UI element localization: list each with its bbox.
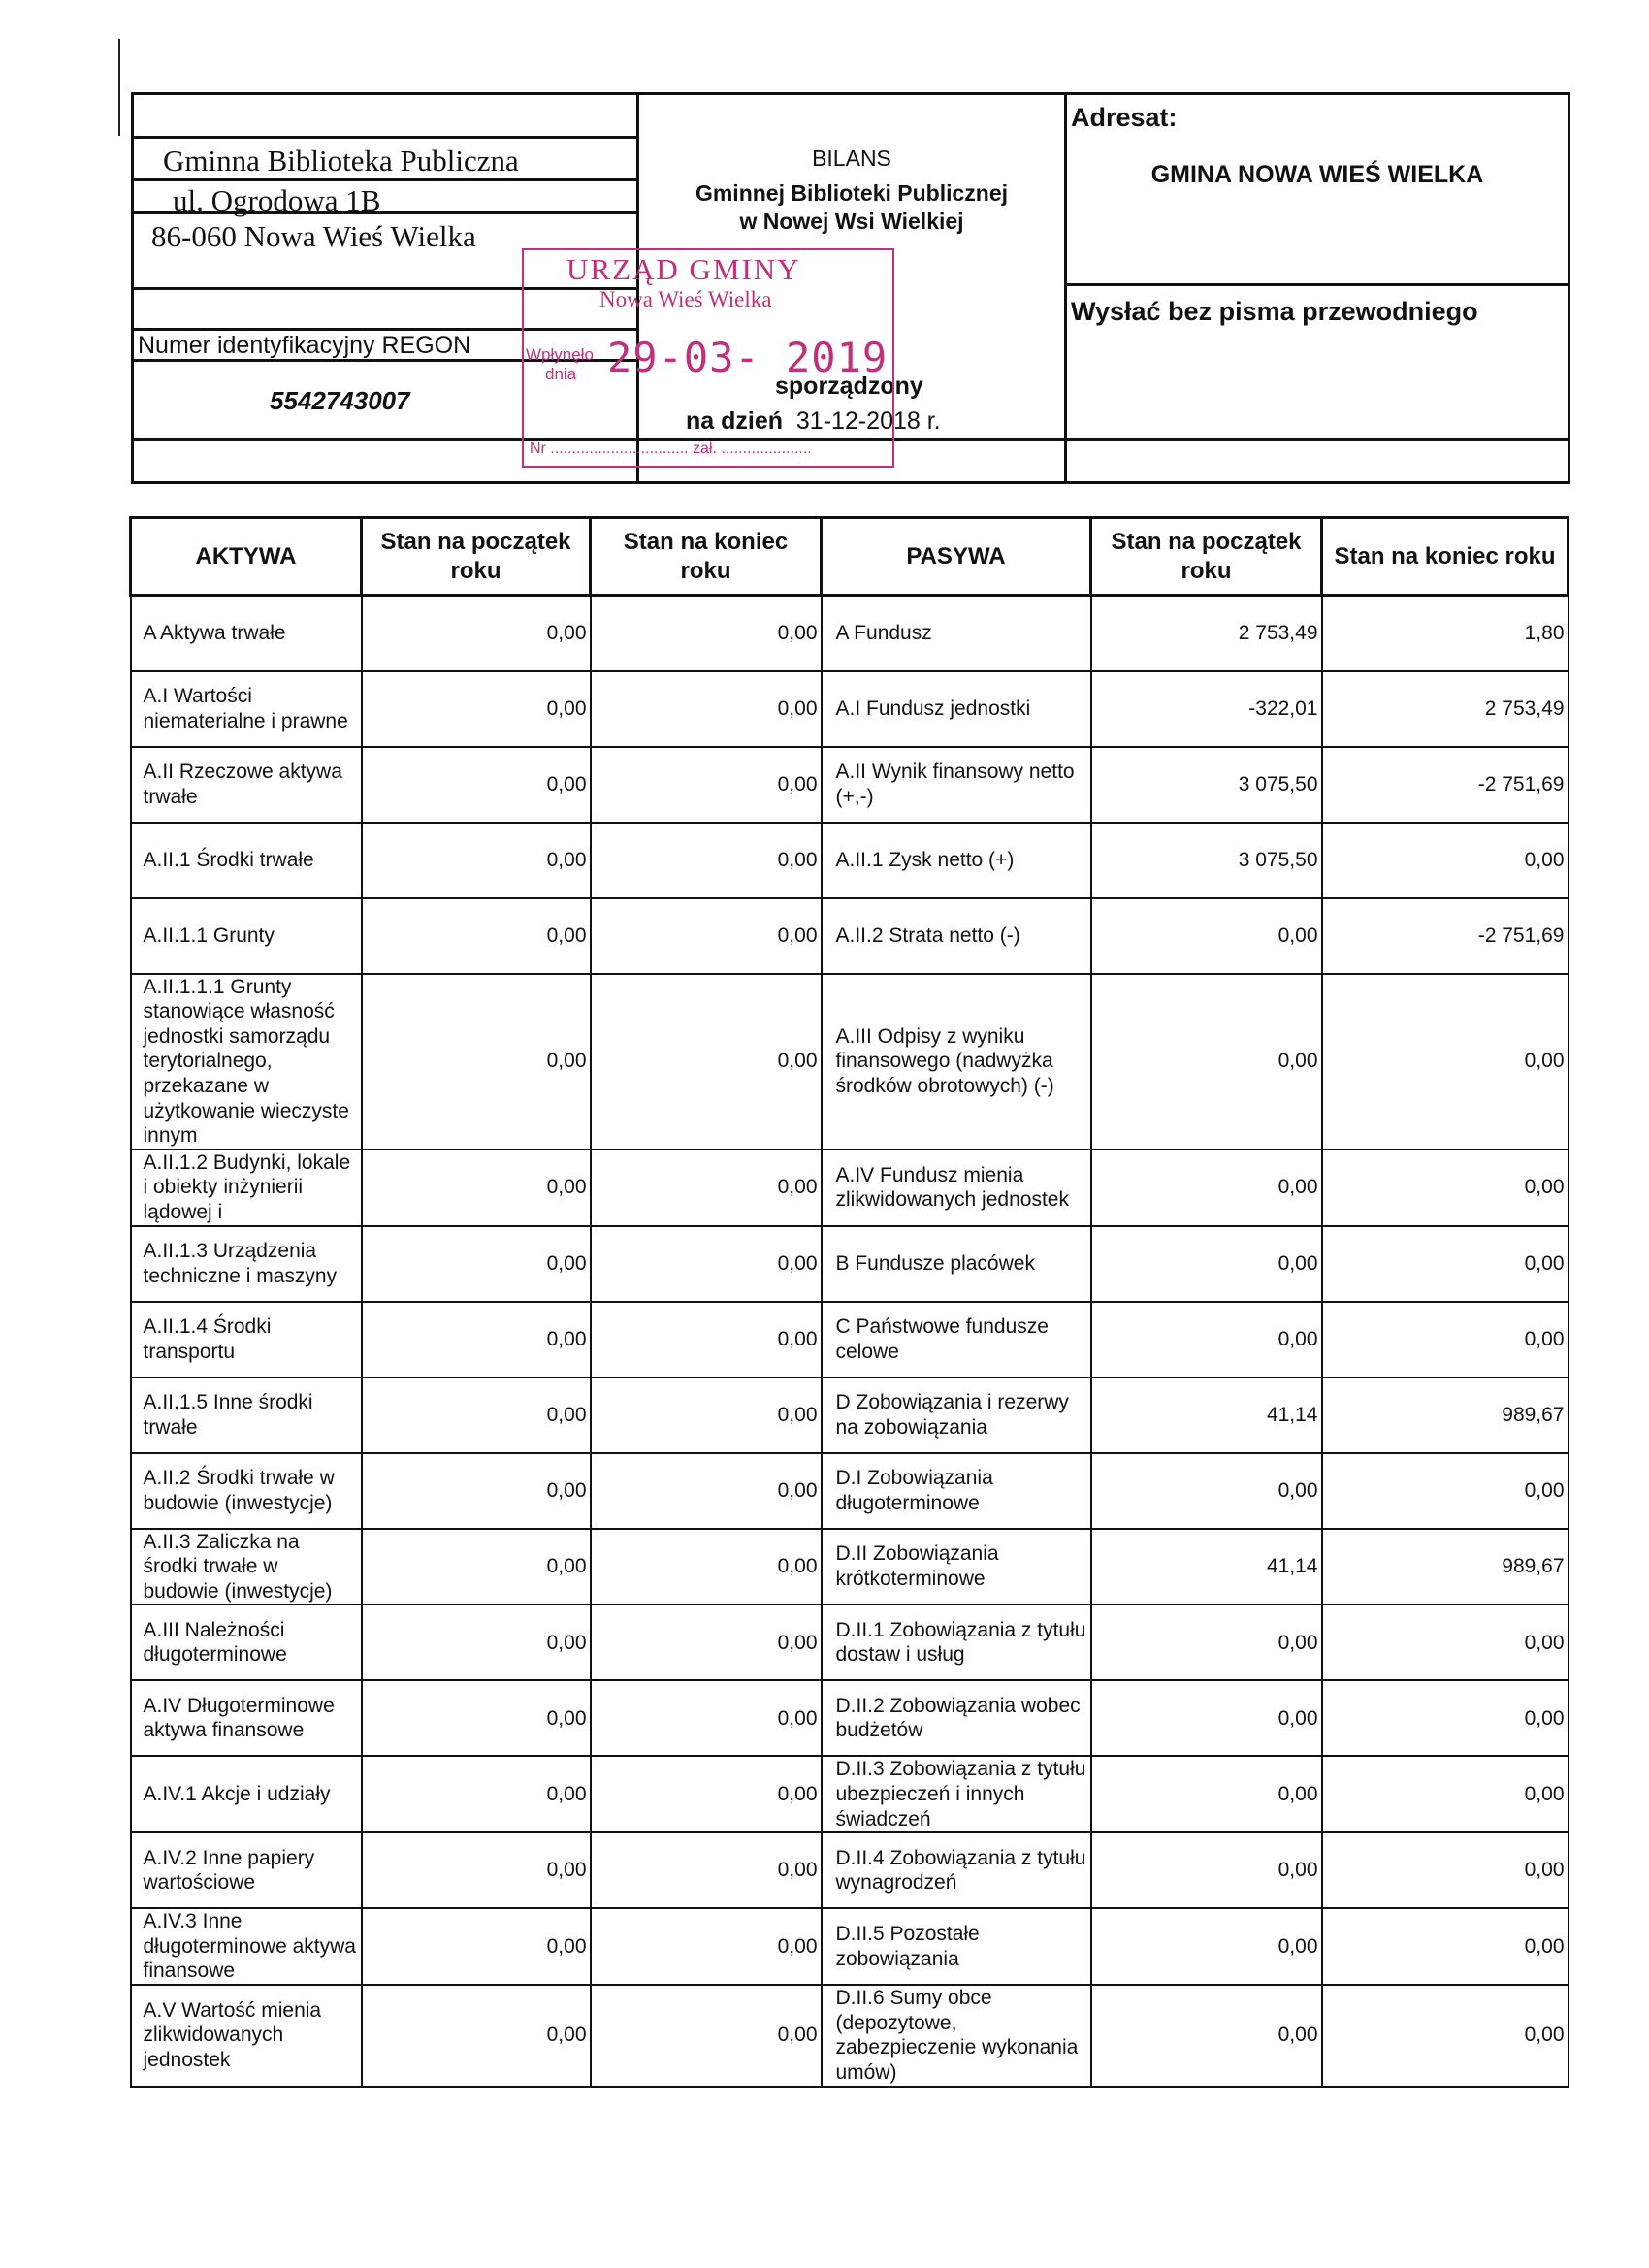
addressee-label: Adresat: [1071,103,1178,132]
liability-name: D.II.4 Zobowiązania z tytułu wynagrodzeń [822,1832,1091,1908]
liability-start-value: 0,00 [1091,1150,1322,1226]
asset-name: A.IV.1 Akcje i udziały [131,1756,362,1832]
table-row [131,823,1568,898]
liability-end-value: 2 753,49 [1322,671,1568,747]
asset-start-value: 0,00 [362,1832,591,1908]
liability-start-value: 0,00 [1091,1985,1322,2086]
stamp-town: Nowa Wieś Wielka [599,287,772,311]
table-row [131,1604,1568,1680]
liability-name: A.I Fundusz jednostki [822,671,1091,747]
asset-name: A.II.2 Środki trwałe w budowie (inwestycje) [131,1453,362,1529]
liability-name: D.I Zobowiązania długoterminowe [822,1453,1091,1529]
asset-name: A.IV.3 Inne długoterminowe aktywa finansowe [131,1908,362,1985]
liability-name: A.II Wynik finansowy netto (+,-) [822,747,1091,823]
asset-name: A Aktywa trwałe [131,596,362,671]
asset-start-value: 0,00 [362,1377,591,1453]
liability-name: B Fundusze placówek [822,1226,1091,1302]
cover-letter-note: Wysłać bez pisma przewodniego [1071,297,1478,326]
liability-start-value: 0,00 [1091,1302,1322,1377]
liability-start-value: 0,00 [1091,974,1322,1150]
asset-start-value: 0,00 [362,1226,591,1302]
addressee-box [1067,95,1568,481]
document-subtitle-1: Gminnej Biblioteki Publicznej [695,180,1009,206]
table-row [131,898,1568,974]
asset-start-value: 0,00 [362,1756,591,1832]
prepared-label: sporządzony [775,373,923,400]
asset-end-value: 0,00 [591,1150,822,1226]
table-row [131,1529,1568,1605]
table-row [131,1985,1568,2086]
asset-name: A.V Wartość mienia zlikwidowanych jednostek [131,1985,362,2086]
asset-end-value: 0,00 [591,1529,822,1605]
stamp-number: Nr ................................ zał. ..................... [530,440,812,457]
asset-start-value: 0,00 [362,1604,591,1680]
liability-name: A.III Odpisy z wyniku finansowego (nadwyżka środków obrotowych) (-) [822,974,1091,1150]
stamp-date: 29-03- 2019 [607,334,889,381]
asset-end-value: 0,00 [591,671,822,747]
asset-start-value: 0,00 [362,1453,591,1529]
table-row [131,974,1568,1150]
liability-start-value: 41,14 [1091,1377,1322,1453]
header-liabilities-start: Stan na początek roku [1091,518,1322,596]
header-assets-end: Stan na koniec roku [591,518,822,596]
asset-start-value: 0,00 [362,1302,591,1377]
table-row [131,747,1568,823]
asset-name: A.III Należności długoterminowe [131,1604,362,1680]
document-subtitle-2: w Nowej Wsi Wielkiej [739,209,964,234]
asset-end-value: 0,00 [591,1832,822,1908]
liability-name: D.II.5 Pozostałe zobowiązania [822,1908,1091,1985]
asset-start-value: 0,00 [362,823,591,898]
table-row [131,1302,1568,1377]
liability-name: D.II.6 Sumy obce (depozytowe, zabezpieczenie wykonania umów) [822,1985,1091,2086]
table-row [131,596,1568,671]
liability-end-value: 0,00 [1322,1985,1568,2086]
table-row [131,671,1568,747]
liability-name: A Fundusz [822,596,1091,671]
asset-name: A.II.1 Środki trwałe [131,823,362,898]
liability-name: D.II Zobowiązania krótkoterminowe [822,1529,1091,1605]
asset-name: A.IV Długoterminowe aktywa finansowe [131,1680,362,1756]
liability-start-value: 0,00 [1091,1604,1322,1680]
asset-end-value: 0,00 [591,1756,822,1832]
table-row [131,1832,1568,1908]
asset-end-value: 0,00 [591,1226,822,1302]
liability-name: A.IV Fundusz mienia zlikwidowanych jednostek [822,1150,1091,1226]
asset-end-value: 0,00 [591,974,822,1150]
asset-end-value: 0,00 [591,823,822,898]
liability-name: D Zobowiązania i rezerwy na zobowiązania [822,1377,1091,1453]
liability-end-value: 0,00 [1322,1756,1568,1832]
asset-end-value: 0,00 [591,747,822,823]
asset-name: A.IV.2 Inne papiery wartościowe [131,1832,362,1908]
liability-name: A.II.2 Strata netto (-) [822,898,1091,974]
received-stamp [522,248,894,468]
header-liabilities-end: Stan na koniec roku [1322,518,1568,596]
table-row [131,1756,1568,1832]
liability-end-value: -2 751,69 [1322,898,1568,974]
institution-city: 86-060 Nowa Wieś Wielka [151,219,476,253]
asset-end-value: 0,00 [591,1985,822,2086]
liability-end-value: 0,00 [1322,1680,1568,1756]
table-header-row [131,518,1568,596]
table-row [131,1680,1568,1756]
header-assets: AKTYWA [131,518,362,596]
liability-name: D.II.2 Zobowiązania wobec budżetów [822,1680,1091,1756]
scan-mark [118,39,120,136]
header-liabilities: PASYWA [822,518,1091,596]
table-row [131,1377,1568,1453]
asset-end-value: 0,00 [591,1604,822,1680]
asset-name: A.II.1.1.1 Grunty stanowiące własność jednostki samorządu terytorialnego, przekazane w użytkowanie wieczyste innym [131,974,362,1150]
asset-name: A.II.1.1 Grunty [131,898,362,974]
liability-end-value: 0,00 [1322,1302,1568,1377]
liability-end-value: 989,67 [1322,1529,1568,1605]
liability-start-value: 0,00 [1091,1908,1322,1985]
liability-end-value: 0,00 [1322,1226,1568,1302]
liability-start-value: 0,00 [1091,1680,1322,1756]
asset-end-value: 0,00 [591,596,822,671]
stamp-day-label: dnia [545,365,577,383]
liability-start-value: 0,00 [1091,1453,1322,1529]
asset-start-value: 0,00 [362,1680,591,1756]
liability-end-value: 0,00 [1322,1908,1568,1985]
addressee-name: GMINA NOWA WIEŚ WIELKA [1150,161,1484,188]
asset-start-value: 0,00 [362,747,591,823]
header-assets-start: Stan na początek roku [362,518,591,596]
asset-name: A.II.1.2 Budynki, lokale i obiekty inżynierii lądowej i [131,1150,362,1226]
liability-start-value: 0,00 [1091,1226,1322,1302]
asset-start-value: 0,00 [362,671,591,747]
asset-end-value: 0,00 [591,1453,822,1529]
liability-end-value: 0,00 [1322,1832,1568,1908]
asset-start-value: 0,00 [362,1908,591,1985]
asset-end-value: 0,00 [591,1302,822,1377]
asset-start-value: 0,00 [362,1529,591,1605]
asset-end-value: 0,00 [591,898,822,974]
regon-value: 5542743007 [270,386,410,415]
table-body [131,596,1568,2087]
table-row [131,1150,1568,1226]
document-title: BILANS [812,146,891,171]
as-of-date: na dzień 31-12-2018 r. [686,407,941,435]
liability-start-value: 0,00 [1091,1756,1322,1832]
balance-sheet-table [129,516,1569,2088]
liability-start-value: 0,00 [1091,1832,1322,1908]
asset-name: A.II.1.5 Inne środki trwałe [131,1377,362,1453]
liability-name: D.II.1 Zobowiązania z tytułu dostaw i usług [822,1604,1091,1680]
liability-end-value: 0,00 [1322,1453,1568,1529]
liability-name: A.II.1 Zysk netto (+) [822,823,1091,898]
liability-start-value: 0,00 [1091,898,1322,974]
asset-name: A.II.1.4 Środki transportu [131,1302,362,1377]
liability-end-value: 0,00 [1322,974,1568,1150]
asset-start-value: 0,00 [362,974,591,1150]
liability-end-value: 0,00 [1322,1150,1568,1226]
liability-start-value: 41,14 [1091,1529,1322,1605]
institution-name: Gminna Biblioteka Publiczna [163,144,519,178]
asset-end-value: 0,00 [591,1908,822,1985]
liability-end-value: -2 751,69 [1322,747,1568,823]
liability-end-value: 1,80 [1322,596,1568,671]
asset-start-value: 0,00 [362,596,591,671]
asset-start-value: 0,00 [362,1150,591,1226]
asset-name: A.II Rzeczowe aktywa trwałe [131,747,362,823]
liability-end-value: 989,67 [1322,1377,1568,1453]
liability-name: D.II.3 Zobowiązania z tytułu ubezpieczeń i innych świadczeń [822,1756,1091,1832]
institution-street: ul. Ogrodowa 1B [173,183,381,217]
table-row [131,1226,1568,1302]
asset-name: A.I Wartości niematerialne i prawne [131,671,362,747]
stamp-office: URZĄD GMINY [566,252,801,286]
asset-end-value: 0,00 [591,1377,822,1453]
liability-start-value: 2 753,49 [1091,596,1322,671]
liability-end-value: 0,00 [1322,1604,1568,1680]
stamp-received-label: Wpłynęło [526,345,594,364]
asset-end-value: 0,00 [591,1680,822,1756]
asset-start-value: 0,00 [362,898,591,974]
asset-start-value: 0,00 [362,1985,591,2086]
regon-label: Numer identyfikacyjny REGON [138,332,471,359]
liability-start-value: -322,01 [1091,671,1322,747]
asset-name: A.II.1.3 Urządzenia techniczne i maszyny [131,1226,362,1302]
table-row [131,1453,1568,1529]
liability-name: C Państwowe fundusze celowe [822,1302,1091,1377]
asset-name: A.II.3 Zaliczka na środki trwałe w budowie (inwestycje) [131,1529,362,1605]
table-row [131,1908,1568,1985]
liability-start-value: 3 075,50 [1091,823,1322,898]
liability-start-value: 3 075,50 [1091,747,1322,823]
liability-end-value: 0,00 [1322,823,1568,898]
